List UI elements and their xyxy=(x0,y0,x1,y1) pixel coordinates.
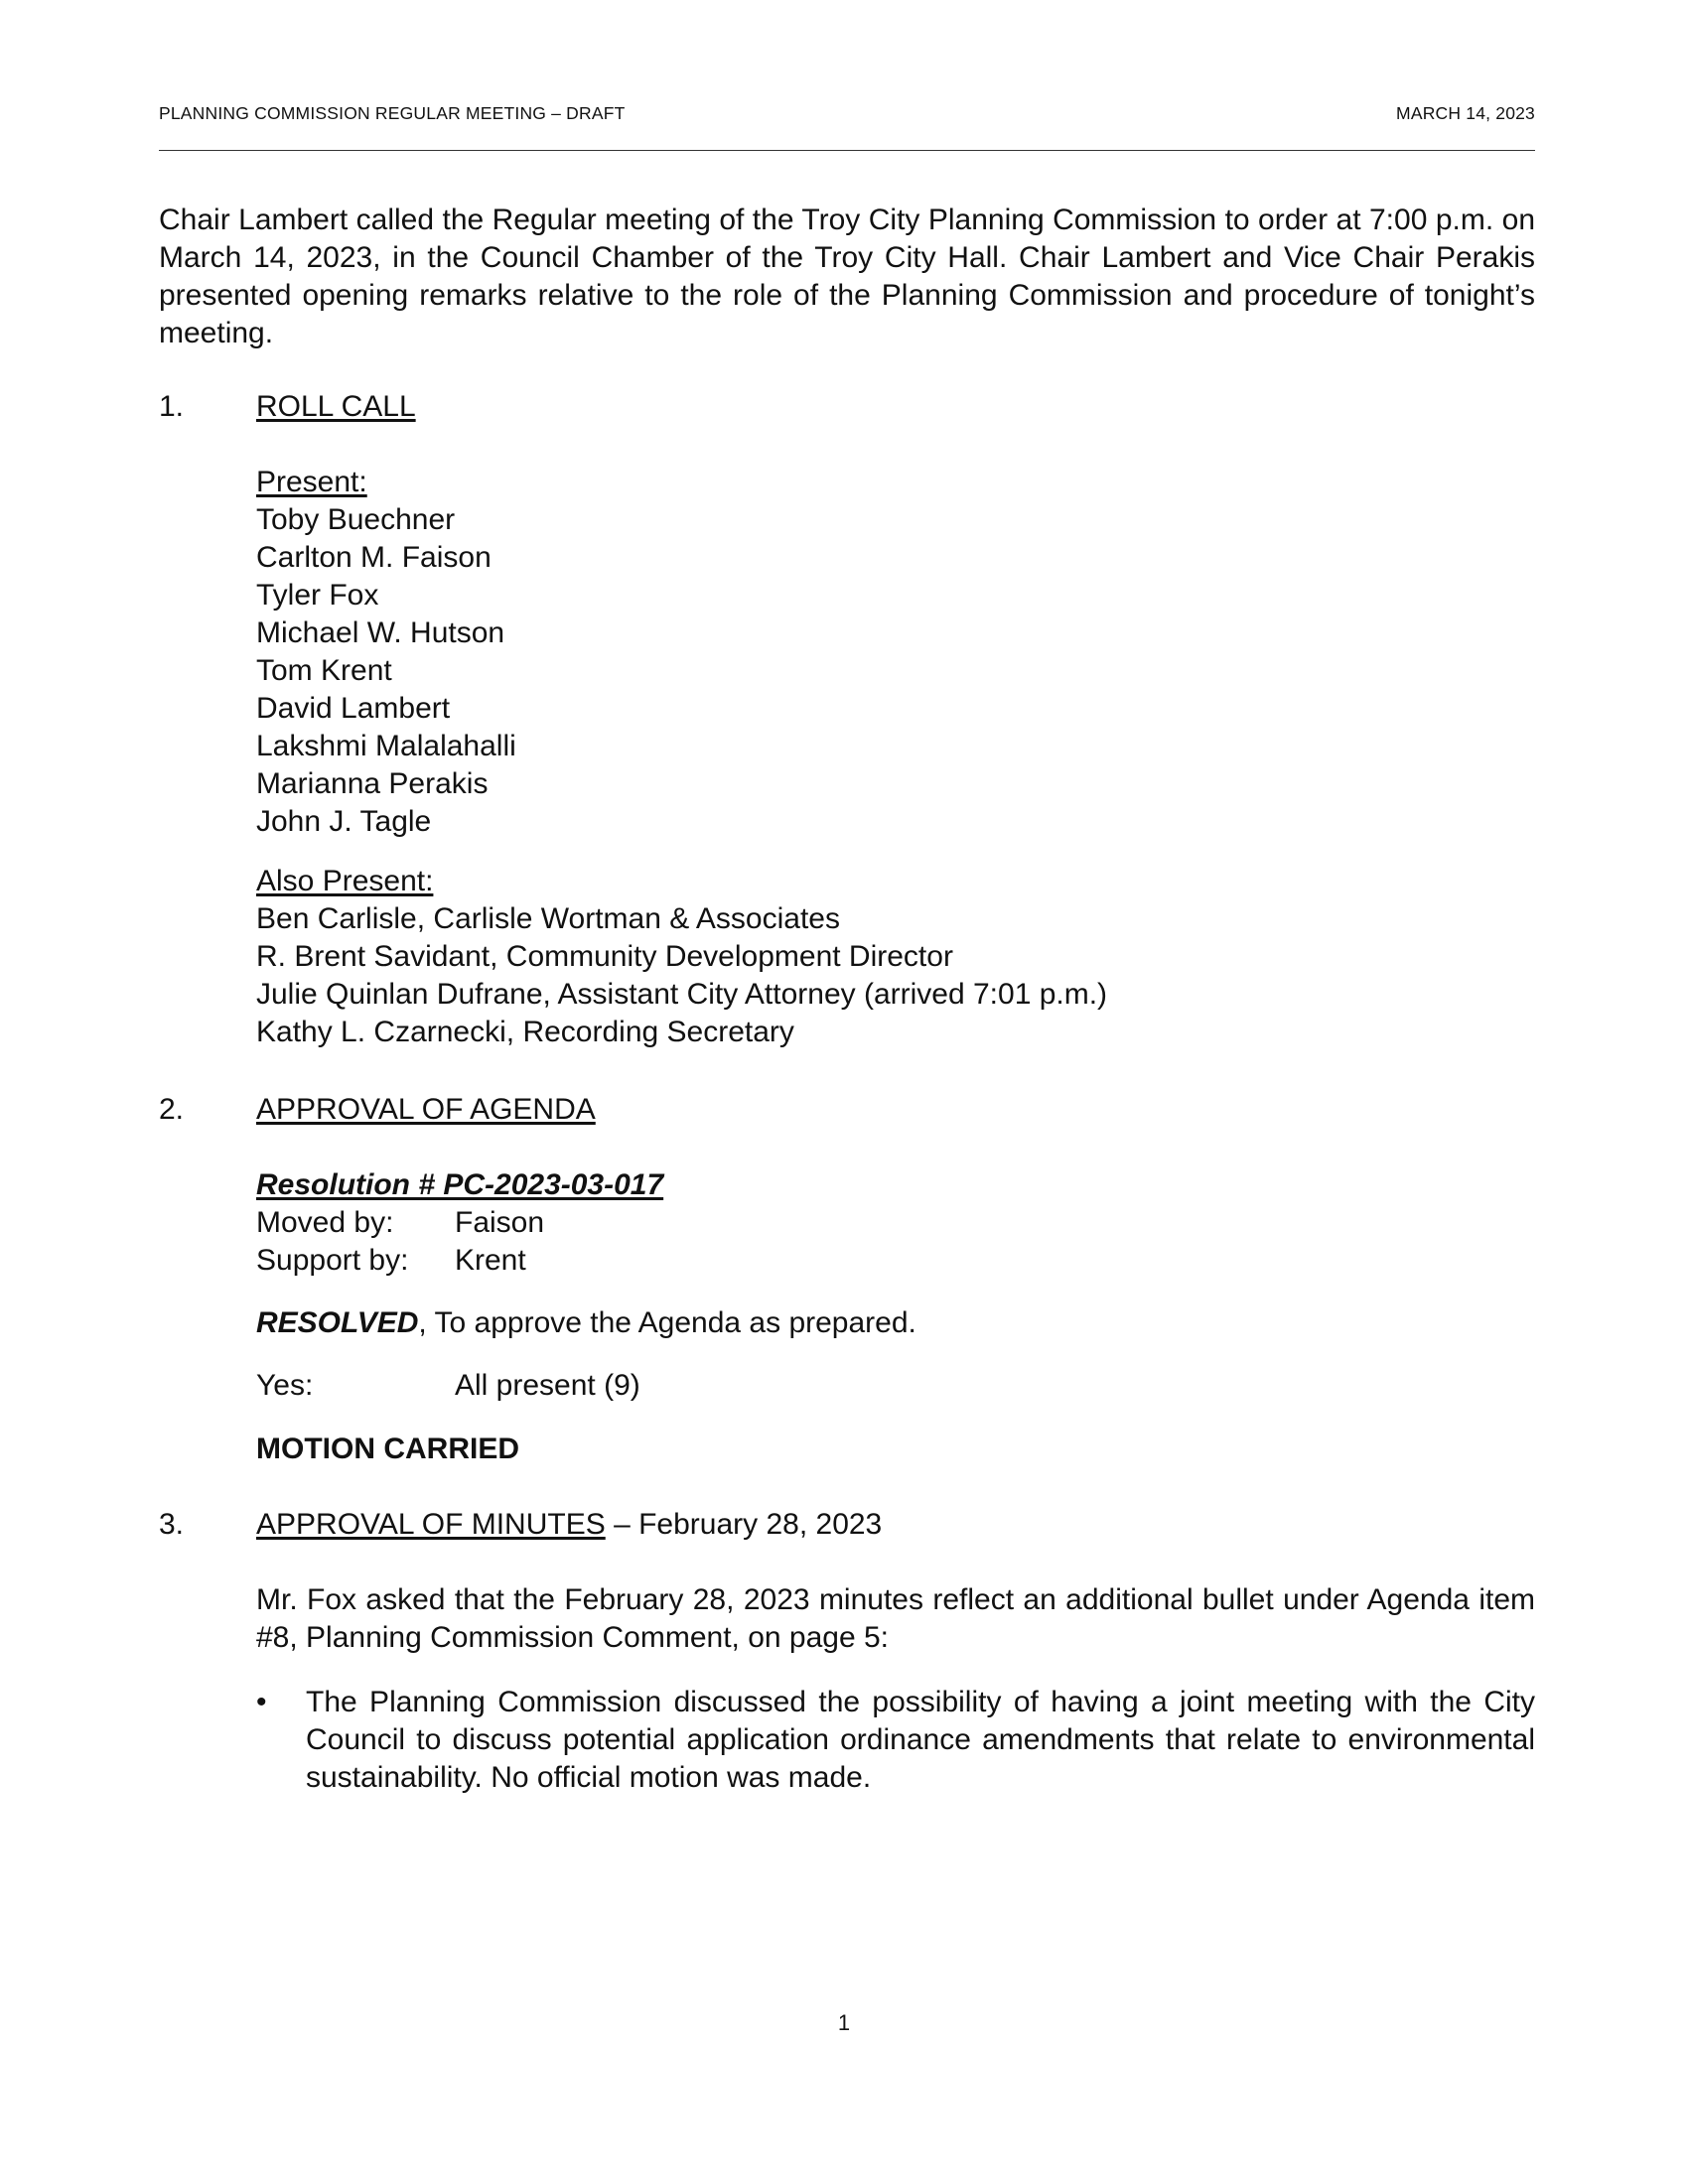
resolved-line xyxy=(256,1304,916,1342)
support-by-row xyxy=(256,1242,663,1280)
motion-result: MOTION CARRIED xyxy=(256,1433,519,1465)
present-member: Michael W. Hutson xyxy=(256,616,505,649)
support-by-label: Support by: xyxy=(256,1244,409,1277)
present-member: Tyler Fox xyxy=(256,579,379,612)
minutes-bullet-item: The Planning Commission discussed the possibility of having a joint meeting with the City Council to discuss potential application ordinance amendments that relate to environmental sustainability. No official motion was made. xyxy=(306,1686,1535,1794)
section-title-roll-call: ROLL CALL xyxy=(256,390,416,423)
present-label: Present: xyxy=(256,466,367,498)
section-title-agenda: APPROVAL OF AGENDA xyxy=(256,1093,596,1126)
intro-paragraph: Chair Lambert called the Regular meeting of the Troy City Planning Commission to order at 7:00 p.m. on March 14, 2023, in the Council Chamber of the Troy City Hall. Chair Lambert and Vice Chair Perakis presented opening remarks relative to the role of the Planning Commission and procedure of tonight’s meeting. xyxy=(159,204,1535,349)
also-present-list xyxy=(256,863,1107,1051)
vote-yes-label: Yes: xyxy=(256,1369,314,1402)
resolved-text: , To approve the Agenda as prepared. xyxy=(418,1306,916,1339)
also-present-member: Julie Quinlan Dufrane, Assistant City Attorney (arrived 7:01 p.m.) xyxy=(256,978,1108,1011)
section-title-minutes: APPROVAL OF MINUTES xyxy=(256,1508,606,1541)
section-title-minutes-date: – February 28, 2023 xyxy=(605,1508,883,1541)
present-member: Marianna Perakis xyxy=(256,767,489,800)
minutes-paragraph: Mr. Fox asked that the February 28, 2023 minutes reflect an additional bullet under Agenda item #8, Planning Commission Comment, on page 5: xyxy=(256,1583,1535,1654)
page-number: 1 xyxy=(837,2010,851,2035)
moved-by-row xyxy=(256,1204,663,1242)
section-number-agenda: 2. xyxy=(159,1093,185,1126)
present-member: Toby Buechner xyxy=(256,503,456,536)
present-member: Lakshmi Malalahalli xyxy=(256,730,516,762)
section-number-roll-call: 1. xyxy=(159,390,185,423)
also-present-label: Also Present: xyxy=(256,865,434,897)
page-header xyxy=(159,103,1535,124)
resolution-number: Resolution # PC-2023-03-017 xyxy=(256,1168,664,1201)
vote-row xyxy=(256,1367,640,1405)
present-member: David Lambert xyxy=(256,692,451,725)
section-heading-minutes xyxy=(256,1506,882,1544)
present-member: Tom Krent xyxy=(256,654,392,687)
moved-by-label: Moved by: xyxy=(256,1206,394,1239)
header-date: MARCH 14, 2023 xyxy=(1396,103,1535,123)
also-present-member: Kathy L. Czarnecki, Recording Secretary xyxy=(256,1016,794,1048)
section-number-minutes: 3. xyxy=(159,1508,185,1541)
support-by-value: Krent xyxy=(455,1244,526,1277)
resolved-keyword: RESOLVED xyxy=(256,1306,419,1339)
moved-by-value: Faison xyxy=(455,1206,545,1239)
header-divider xyxy=(159,150,1535,151)
bullet-icon: • xyxy=(256,1686,267,1718)
vote-yes-value: All present (9) xyxy=(455,1369,640,1402)
also-present-member: Ben Carlisle, Carlisle Wortman & Associates xyxy=(256,902,840,935)
present-member: Carlton M. Faison xyxy=(256,541,492,574)
agenda-resolution-block xyxy=(256,1166,663,1280)
present-member: John J. Tagle xyxy=(256,805,432,838)
also-present-member: R. Brent Savidant, Community Development Director xyxy=(256,940,953,973)
present-list xyxy=(256,464,516,841)
header-title: PLANNING COMMISSION REGULAR MEETING – DRAFT xyxy=(159,103,626,123)
